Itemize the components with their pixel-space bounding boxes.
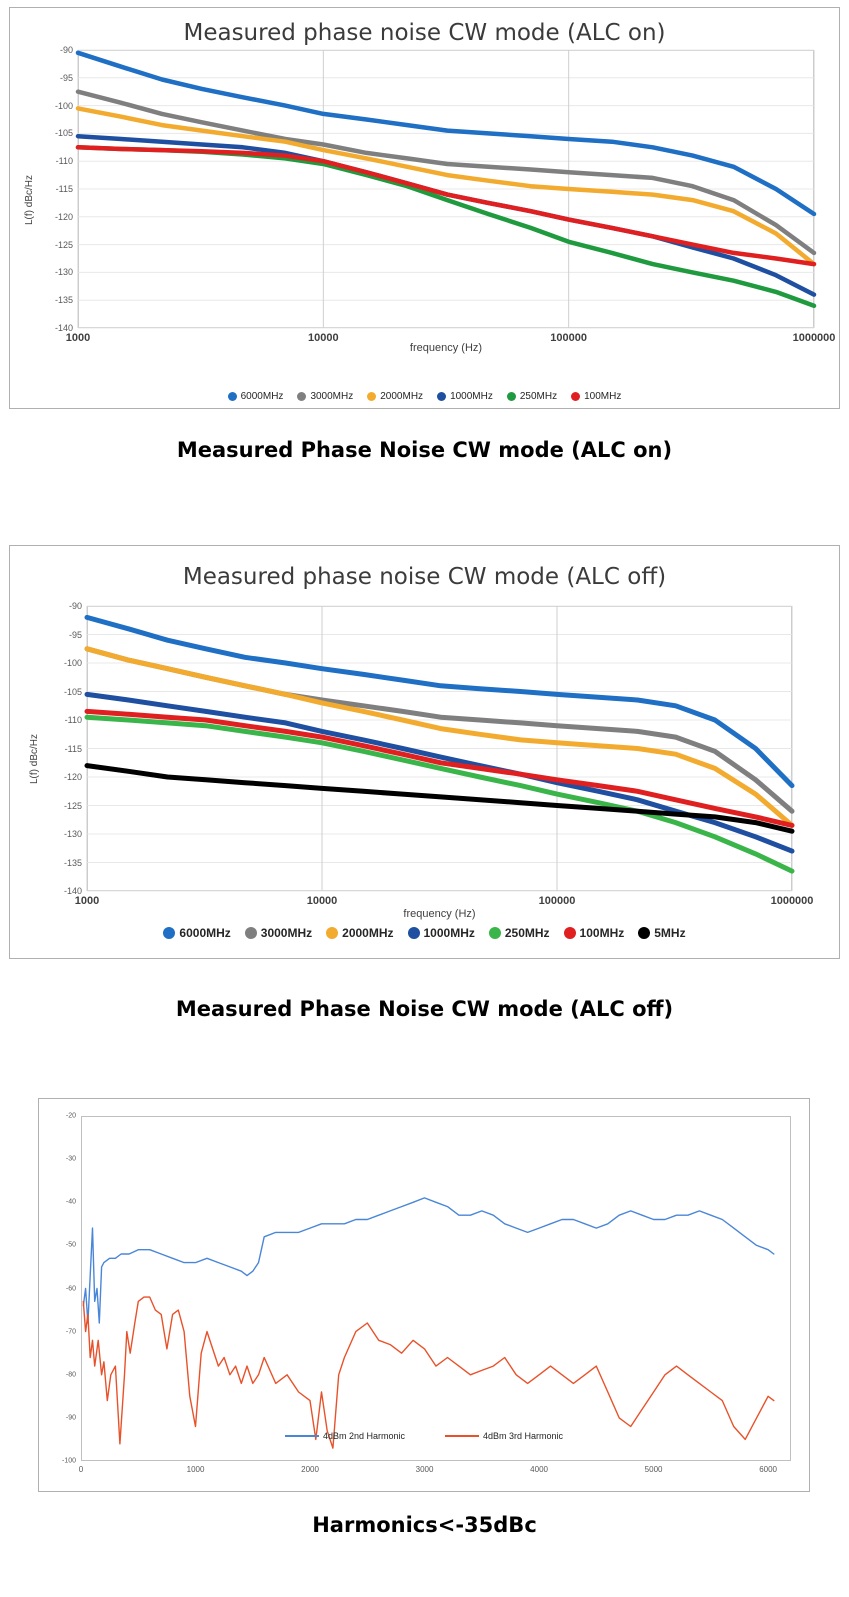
caption-alc-off: Measured Phase Noise CW mode (ALC off) (175, 997, 674, 1021)
x-tick-label: 0 (78, 1465, 84, 1474)
legend-label: 4dBm 3rd Harmonic (483, 1431, 564, 1441)
plot-area-harmonics (61, 1112, 791, 1474)
legend-marker (437, 392, 446, 401)
y-tick-label: -60 (65, 1285, 76, 1292)
y-tick-label: -20 (65, 1112, 76, 1120)
y-tick-label: -100 (63, 658, 82, 668)
y-tick-label: -30 (65, 1155, 76, 1163)
y-tick-label: -70 (65, 1328, 76, 1336)
y-tick-label: -120 (54, 211, 73, 222)
x-tick-label: 100000 (538, 895, 576, 907)
legend-item (408, 926, 475, 940)
legend-alc-on (10, 391, 839, 402)
x-tick-label: 5000 (644, 1465, 663, 1474)
y-tick-label: -50 (65, 1241, 76, 1249)
legend-item (571, 391, 621, 402)
legend-item (245, 926, 312, 940)
chart-title-alc-on: Measured phase noise CW mode (ALC on) (183, 20, 666, 46)
x-tick-label: 1000 (65, 332, 91, 344)
y-tick-label: -115 (55, 184, 73, 194)
x-tick-label: 10000 (306, 895, 338, 907)
y-tick-label: -100 (61, 1457, 76, 1465)
x-tick-label: 3000 (415, 1465, 434, 1474)
legend-item (367, 391, 423, 402)
x-tick-label: 6000 (759, 1465, 777, 1474)
y-tick-label: -125 (54, 239, 73, 250)
legend-item (507, 391, 557, 402)
legend-marker (489, 927, 501, 939)
y-tick-label: -115 (64, 743, 82, 754)
legend-item (445, 1431, 563, 1441)
legend-label: 2000MHz (342, 926, 394, 940)
y-tick-label: -100 (54, 100, 73, 111)
x-axis-label-alc-on: frequency (Hz) (409, 342, 483, 354)
legend-item (285, 1431, 405, 1441)
legend-item (437, 391, 493, 402)
y-axis-label-alc-on: L(f) dBc/Hz (24, 174, 35, 225)
chart-panel-alc-on (9, 7, 840, 409)
legend-item (638, 926, 685, 940)
y-tick-label: -90 (65, 1414, 76, 1422)
legend-marker (285, 1435, 319, 1437)
legend-label: 100MHz (579, 926, 625, 940)
legend-marker (408, 927, 420, 939)
legend-label: 5MHz (654, 926, 686, 940)
plot-area-alc-on (24, 45, 836, 354)
y-tick-label: -135 (54, 295, 73, 306)
legend-label: 3000MHz (260, 926, 313, 940)
legend-label: 100MHz (584, 391, 622, 402)
legend-marker (367, 392, 376, 401)
y-tick-label: -40 (65, 1198, 76, 1206)
x-tick-label: 4000 (530, 1465, 548, 1474)
x-axis-label-alc-off: frequency (Hz) (403, 908, 476, 920)
plot-svg-alc-off (87, 606, 792, 891)
chart-title-alc-off: Measured phase noise CW mode (ALC off) (182, 564, 667, 590)
legend-item (228, 391, 284, 402)
chart-panel-harmonics (38, 1098, 810, 1492)
x-tick-label: 1000000 (770, 895, 814, 907)
plot-svg-harmonics (81, 1116, 791, 1461)
legend-label: 3000MHz (310, 391, 354, 402)
y-tick-label: -105 (63, 686, 82, 697)
y-tick-label: -140 (54, 323, 73, 333)
legend-item (564, 926, 625, 940)
legend-label: 250MHz (519, 391, 558, 402)
caption-harmonics: Harmonics<-35dBc (312, 1513, 537, 1537)
y-tick-label: -95 (59, 72, 73, 83)
x-tick-label: 1000000 (792, 332, 836, 344)
y-tick-label: -90 (59, 45, 73, 55)
x-tick-label: 2000 (301, 1465, 319, 1474)
plot-area-alc-off (29, 601, 814, 920)
legend-marker (245, 927, 257, 939)
legend-label: 6000MHz (240, 391, 284, 402)
y-tick-label: -80 (65, 1371, 76, 1379)
y-tick-label: -140 (63, 886, 82, 896)
legend-item (489, 926, 550, 940)
legend-marker (564, 927, 576, 939)
legend-label: 6000MHz (179, 926, 231, 940)
legend-label: 2000MHz (380, 391, 424, 402)
plot-svg-alc-on (78, 50, 814, 328)
legend-marker (326, 927, 338, 939)
legend-marker (163, 927, 175, 939)
chart-panel-alc-off (9, 545, 840, 959)
legend-marker (571, 392, 580, 401)
legend-marker (507, 392, 516, 401)
legend-harmonics (39, 1431, 809, 1441)
x-tick-label: 1000 (186, 1465, 205, 1474)
x-tick-label: 10000 (308, 332, 339, 344)
y-tick-label: -95 (68, 629, 82, 640)
legend-item (297, 391, 353, 402)
legend-marker (297, 392, 306, 401)
legend-item (163, 926, 230, 940)
y-tick-label: -90 (68, 601, 82, 611)
legend-marker (228, 392, 237, 401)
y-tick-label: -105 (54, 128, 73, 139)
x-tick-label: 1000 (74, 895, 100, 907)
y-tick-label: -130 (54, 267, 73, 278)
y-tick-label: -125 (63, 800, 82, 811)
y-axis-label-alc-off: L(f) dBc/Hz (29, 733, 40, 784)
y-tick-label: -110 (64, 715, 82, 725)
legend-alc-off (10, 926, 839, 940)
legend-label: 1000MHz (450, 391, 493, 402)
y-tick-label: -135 (63, 857, 82, 868)
legend-label: 4dBm 2nd Harmonic (322, 1431, 405, 1441)
caption-alc-on: Measured Phase Noise CW mode (ALC on) (176, 438, 673, 462)
y-tick-label: -120 (63, 772, 82, 782)
legend-marker (445, 1435, 479, 1437)
y-tick-label: -130 (63, 829, 82, 839)
legend-item (326, 926, 393, 940)
legend-label: 1000MHz (423, 926, 475, 940)
legend-label: 250MHz (504, 926, 550, 940)
x-tick-label: 100000 (550, 332, 588, 344)
y-tick-label: -110 (55, 156, 73, 167)
legend-marker (638, 927, 650, 939)
